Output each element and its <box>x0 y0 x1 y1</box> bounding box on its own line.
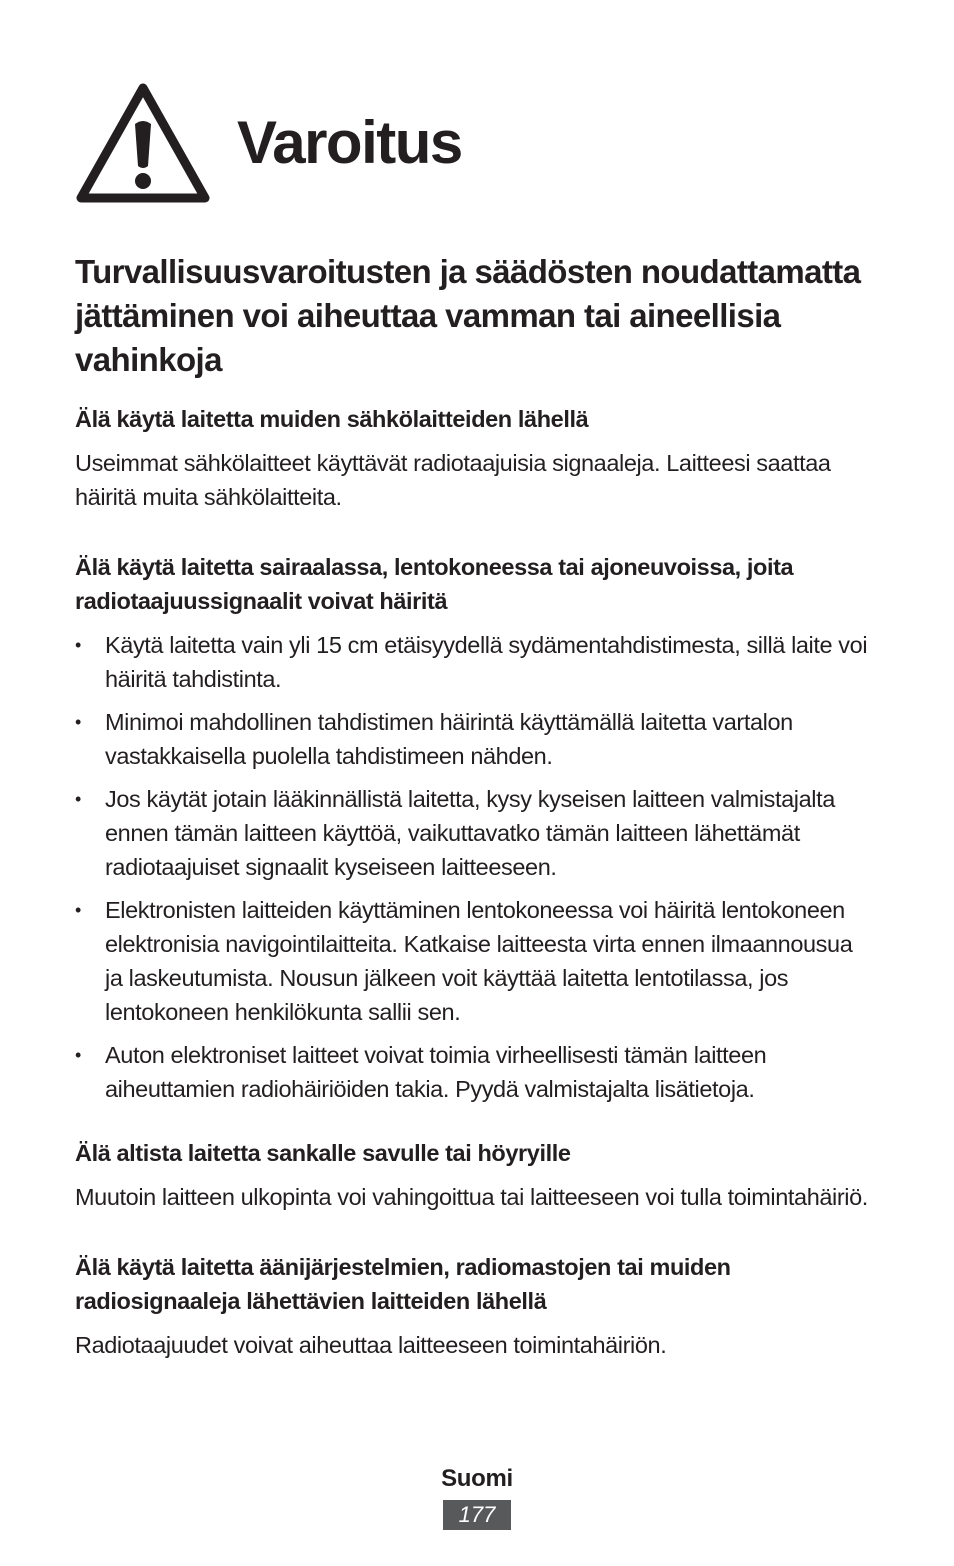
section-body: Useimmat sähkölaitteet käyttävät radiotaajuisia signaaleja. Laitteesi saattaa häiritä muita sähkölaitteita. <box>75 450 831 510</box>
list-item <box>75 628 875 696</box>
section-hospital-aircraft-vehicles <box>75 550 875 1106</box>
section-heading: Älä käytä laitetta äänijärjestelmien, radiomastojen tai muiden radiosignaaleja lähettävien laitteiden lähellä <box>75 1254 731 1314</box>
list-item-text: Jos käytät jotain lääkinnällistä laitetta, kysy kyseisen laitteen valmistajalta ennen tämän laitteen käyttöä, vaikuttavatko tämän laitteen lähettämät radiotaajuiset signaalit kyseiseen laitteeseen. <box>105 786 835 880</box>
page-number: 177 <box>443 1500 511 1530</box>
page-footer <box>0 1462 954 1530</box>
bullet-icon: • <box>75 712 81 732</box>
list-item <box>75 893 875 1029</box>
section-radio-transmitters <box>75 1250 875 1362</box>
lead-heading: Turvallisuusvaroitusten ja säädösten noudattamatta jättäminen voi aiheuttaa vamman tai aineellisia vahinkoja <box>75 253 861 378</box>
bullet-icon: • <box>75 900 81 920</box>
list-item-text: Elektronisten laitteiden käyttäminen lentokoneessa voi häiritä lentokoneen elektronisia navigointilaitteita. Katkaise laitteesta virta ennen ilmaannousua ja laskeutumista. Nousun jälkeen voit käyttää laitetta lentotilassa, jos lentokoneen henkilökunta sallii sen. <box>105 897 853 1025</box>
list-item-text: Käytä laitetta vain yli 15 cm etäisyydellä sydämentahdistimesta, sillä laite voi häiritä tahdistinta. <box>105 632 868 692</box>
list-item-text: Auton elektroniset laitteet voivat toimia virheellisesti tämän laitteen aiheuttamien radiohäiriöiden takia. Pyydä valmistajalta lisätietoja. <box>105 1042 767 1102</box>
bullet-icon: • <box>75 1045 81 1065</box>
page-title: Varoitus <box>237 109 462 176</box>
list-item <box>75 782 875 884</box>
list-item <box>75 1038 875 1106</box>
bullet-icon: • <box>75 635 81 655</box>
section-smoke-vapour <box>75 1136 875 1214</box>
warning-content <box>75 402 875 1398</box>
section-heading: Älä käytä laitetta muiden sähkölaitteiden lähellä <box>75 406 589 432</box>
bullet-icon: • <box>75 789 81 809</box>
list-item <box>75 705 875 773</box>
bullet-list <box>75 628 875 1106</box>
section-body: Muutoin laitteen ulkopinta voi vahingoittua tai laitteeseen voi tulla toimintahäiriö. <box>75 1184 868 1210</box>
page-header <box>75 80 875 204</box>
footer-language: Suomi <box>441 1465 513 1492</box>
section-electrical-devices <box>75 402 875 514</box>
section-body: Radiotaajuudet voivat aiheuttaa laitteeseen toimintahäiriön. <box>75 1332 667 1358</box>
section-heading: Älä altista laitetta sankalle savulle tai höyryille <box>75 1140 571 1166</box>
list-item-text: Minimoi mahdollinen tahdistimen häirintä käyttämällä laitetta vartalon vastakkaisella puolella tahdistimeen nähden. <box>105 709 793 769</box>
warning-triangle-icon <box>75 80 211 204</box>
section-heading: Älä käytä laitetta sairaalassa, lentokoneessa tai ajoneuvoissa, joita radiotaajuussignaalit voivat häiritä <box>75 554 794 614</box>
